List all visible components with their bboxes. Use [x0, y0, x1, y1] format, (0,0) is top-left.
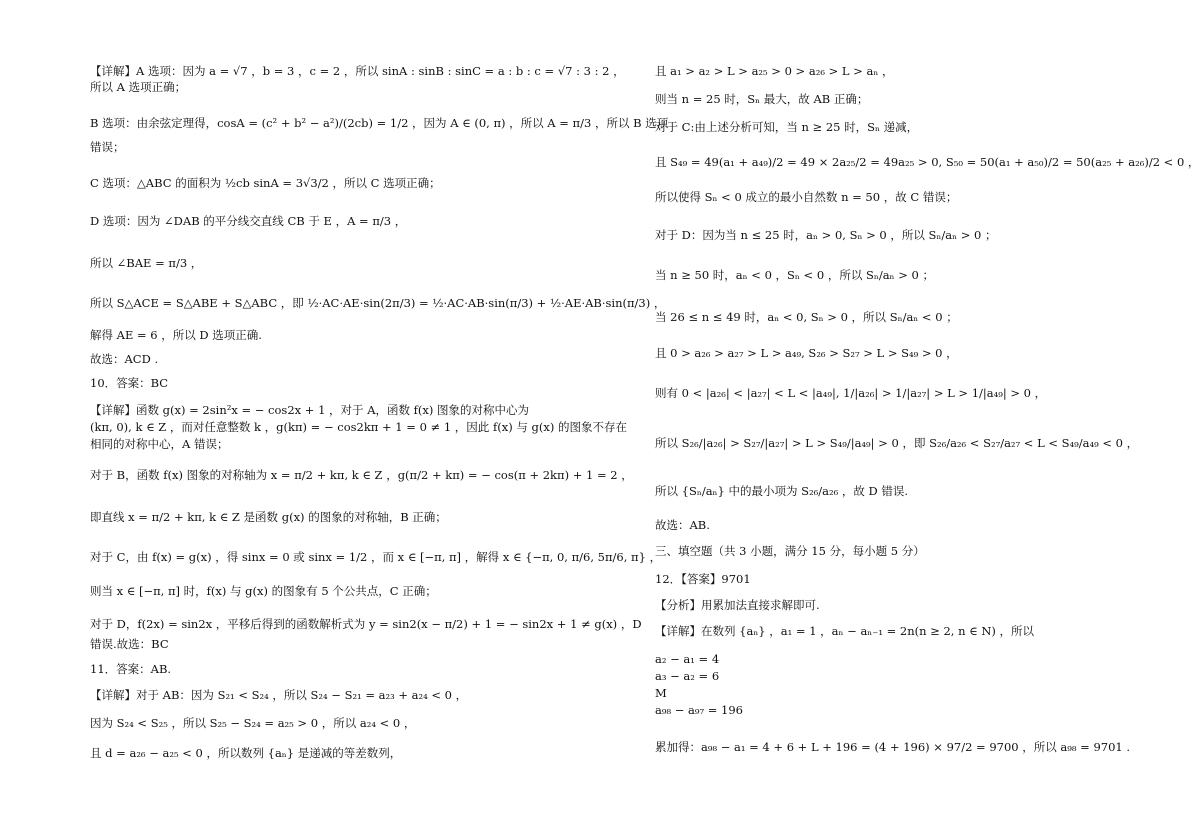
text-line: 【详解】对于 AB：因为 S₂₁ < S₂₄ ，所以 S₂₄ − S₂₁ = a₂₃ + a₂₄ < 0 ， — [90, 688, 468, 702]
text-line: 相同的对称中心，A 错误； — [90, 437, 229, 451]
text-line: 对于 C，由 f(x) = g(x) ，得 sinx = 0 或 sinx = 1/2 ，而 x ∈ [−π, π] ，解得 x ∈ {−π, 0, π/6, 5π/6, π} ， — [90, 550, 662, 564]
text-line: 所以 S₂₆/|a₂₆| > S₂₇/|a₂₇| > L > S₄₉/|a₄₉| > 0 ，即 S₂₆/a₂₆ < S₂₇/a₂₇ < L < S₄₉/a₄₉ < 0 ， — [655, 436, 1139, 450]
text-line: 则当 x ∈ [−π, π] 时，f(x) 与 g(x) 的图象有 5 个公共点，C 正确； — [90, 584, 437, 598]
text-line: 故选：ACD . — [90, 352, 159, 366]
text-line: 累加得：a₉₈ − a₁ = 4 + 6 + L + 196 = (4 + 196) × 97/2 = 9700 ，所以 a₉₈ = 9701 . — [655, 740, 1131, 754]
text-line: 10．答案：BC — [90, 376, 169, 390]
text-line: 【详解】在数列 {aₙ} ，a₁ = 1 ，aₙ − aₙ₋₁ = 2n(n ≥ 2, n ∈ N) ，所以 — [655, 624, 1035, 638]
text-line: 所以 A 选项正确； — [90, 80, 187, 94]
text-line: 【详解】A 选项：因为 a = √7 ，b = 3 ，c = 2 ，所以 sinA : sinB : sinC = a : b : c = √7 : 3 : 2 ， — [90, 64, 625, 78]
text-line: 且 0 > a₂₆ > a₂₇ > L > a₄₉, S₂₆ > S₂₇ > L > S₄₉ > 0 ， — [655, 346, 958, 360]
text-line: 且 S₄₉ = 49(a₁ + a₄₉)/2 = 49 × 2a₂₅/2 = 49a₂₅ > 0, S₅₀ = 50(a₁ + a₅₀)/2 = 50(a₂₅ + a₂₆)/2 < 0 ， — [655, 155, 1200, 169]
text-line: 且 a₁ > a₂ > L > a₂₅ > 0 > a₂₆ > L > aₙ ， — [655, 64, 894, 78]
text-line: 11．答案：AB. — [90, 662, 172, 676]
text-line: 对于 B，函数 f(x) 图象的对称轴为 x = π/2 + kπ, k ∈ Z ，g(π/2 + kπ) = − cos(π + 2kπ) + 1 = 2 ， — [90, 468, 633, 482]
text-line: 所以 S△ACE = S△ABE + S△ABC ，即 ½·AC·AE·sin(2π/3) = ½·AC·AB·sin(π/3) + ½·AE·AB·sin(π/3) ， — [90, 296, 666, 310]
text-line: 故选：AB. — [655, 518, 710, 532]
text-line: 所以 ∠BAE = π/3 ， — [90, 256, 203, 270]
text-line: 则有 0 < |a₂₆| < |a₂₇| < L < |a₄₉|, 1/|a₂₆| > 1/|a₂₇| > L > 1/|a₄₉| > 0 ， — [655, 386, 1047, 400]
text-line: 解得 AE = 6 ，所以 D 选项正确. — [90, 328, 262, 342]
text-line: 当 n ≥ 50 时，aₙ < 0 ，Sₙ < 0 ，所以 Sₙ/aₙ > 0 ； — [655, 268, 934, 282]
text-line: 所以使得 Sₙ < 0 成立的最小自然数 n = 50 ，故 C 错误； — [655, 190, 958, 204]
text-line: 三、填空题（共 3 小题，满分 15 分，每小题 5 分） — [655, 544, 925, 558]
text-line: 【详解】函数 g(x) = 2sin²x = − cos2x + 1 ，对于 A，函数 f(x) 图象的对称中心为 — [90, 403, 530, 417]
text-line: B 选项：由余弦定理得，cosA = (c² + b² − a²)/(2cb) = 1/2 ，因为 A ∈ (0, π) ，所以 A = π/3 ，所以 B 选项 — [90, 116, 669, 130]
text-line: 因为 S₂₄ < S₂₅ ，所以 S₂₅ − S₂₄ = a₂₅ > 0 ，所以 a₂₄ < 0 ， — [90, 716, 416, 730]
text-line: D 选项：因为 ∠DAB 的平分线交直线 CB 于 E ，A = π/3 ， — [90, 214, 407, 228]
text-line: 对于 D，f(2x) = sin2x ，平移后得到的函数解析式为 y = sin2(x − π/2) + 1 = − sin2x + 1 ≠ g(x) ，D — [90, 617, 642, 631]
text-line: 错误.故选：BC — [90, 637, 169, 651]
text-line: 当 26 ≤ n ≤ 49 时，aₙ < 0, Sₙ > 0 ，所以 Sₙ/aₙ < 0 ； — [655, 310, 958, 324]
text-line: 对于 C:由上述分析可知，当 n ≥ 25 时，Sₙ 递减， — [655, 120, 919, 134]
text-line: 【分析】用累加法直接求解即可. — [655, 598, 820, 612]
text-line: a₃ − a₂ = 6 — [655, 669, 720, 683]
text-line: 12．【答案】9701 — [655, 572, 751, 586]
text-line: 则当 n = 25 时，Sₙ 最大，故 AB 正确； — [655, 92, 869, 106]
text-line: 错误； — [90, 140, 125, 154]
text-line: 即直线 x = π/2 + kπ, k ∈ Z 是函数 g(x) 的图象的对称轴，B 正确； — [90, 510, 447, 524]
text-line: M — [655, 686, 667, 700]
text-line: (kπ, 0), k ∈ Z ，而对任意整数 k ，g(kπ) = − cos2kπ + 1 = 0 ≠ 1 ，因此 f(x) 与 g(x) 的图象不存在 — [90, 420, 627, 434]
text-line: 且 d = a₂₆ − a₂₅ < 0 ，所以数列 {aₙ} 是递减的等差数列， — [90, 746, 402, 760]
text-line: a₉₈ − a₉₇ = 196 — [655, 703, 743, 717]
text-line: 所以 {Sₙ/aₙ} 中的最小项为 S₂₆/a₂₆ ，故 D 错误. — [655, 484, 909, 498]
text-line: C 选项：△ABC 的面积为 ½cb sinA = 3√3/2 ，所以 C 选项正确； — [90, 176, 441, 190]
text-line: a₂ − a₁ = 4 — [655, 652, 720, 666]
text-line: 对于 D：因为当 n ≤ 25 时，aₙ > 0, Sₙ > 0 ，所以 Sₙ/aₙ > 0 ； — [655, 228, 997, 242]
